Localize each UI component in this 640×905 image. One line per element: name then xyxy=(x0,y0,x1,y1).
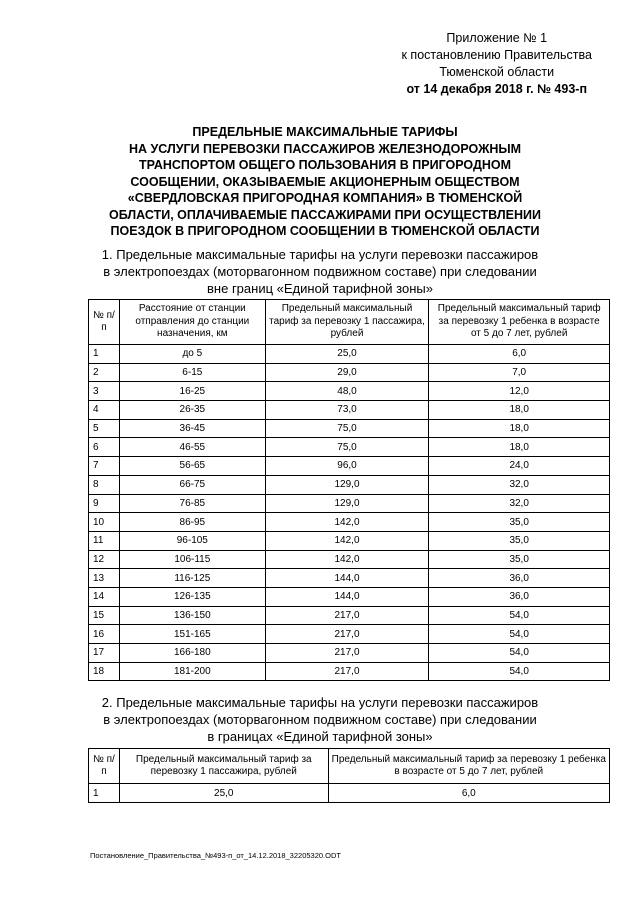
table-row xyxy=(89,345,610,364)
table-row xyxy=(89,457,610,476)
title-line: НА УСЛУГИ ПЕРЕВОЗКИ ПАССАЖИРОВ ЖЕЛЕЗНОДОРОЖНЫМ xyxy=(128,141,522,156)
table-row xyxy=(89,419,610,438)
section2-heading-line: в электропоездах (моторвагонном подвижном составе) при следовании xyxy=(103,712,537,727)
header-passenger-tariff: Предельный максимальный тариф за перевозку 1 пассажира, рублей xyxy=(119,749,328,784)
cell-passenger-tariff: 73,0 xyxy=(265,401,429,420)
cell-child-tariff: 6,0 xyxy=(328,784,609,803)
cell-child-tariff: 35,0 xyxy=(429,513,610,532)
cell-passenger-tariff: 25,0 xyxy=(265,345,429,364)
title-line: ПОЕЗДОК В ПРИГОРОДНОМ СООБЩЕНИИ В ТЮМЕНСКОЙ ОБЛАСТИ xyxy=(110,224,540,238)
section2-heading-line: 2. Предельные максимальные тарифы на услуги перевозки пассажиров xyxy=(101,695,539,710)
section1-heading-line: 1. Предельные максимальные тарифы на услуги перевозки пассажиров xyxy=(101,247,539,262)
appendix-region: Тюменской области xyxy=(439,65,555,79)
header-distance: Расстояние от станции отправления до станции назначения, км xyxy=(119,300,265,345)
cell-distance: 76-85 xyxy=(119,494,265,513)
table-row xyxy=(89,784,610,803)
cell-number: 6 xyxy=(89,438,120,457)
appendix-number: Приложение № 1 xyxy=(446,31,548,45)
header-passenger-tariff: Предельный максимальный тариф за перевозку 1 пассажира, рублей xyxy=(265,300,429,345)
cell-distance: 6-15 xyxy=(119,363,265,382)
cell-passenger-tariff: 142,0 xyxy=(265,531,429,550)
cell-number: 11 xyxy=(89,531,120,550)
cell-passenger-tariff: 29,0 xyxy=(265,363,429,382)
cell-child-tariff: 12,0 xyxy=(429,382,610,401)
table-header-row xyxy=(89,300,610,345)
title-line: ТРАНСПОРТОМ ОБЩЕГО ПОЛЬЗОВАНИЯ В ПРИГОРОДНОМ xyxy=(138,158,512,172)
table-row xyxy=(89,363,610,382)
cell-distance: 181-200 xyxy=(119,662,265,681)
cell-number: 9 xyxy=(89,494,120,513)
cell-child-tariff: 36,0 xyxy=(429,569,610,588)
cell-number: 10 xyxy=(89,513,120,532)
cell-number: 18 xyxy=(89,662,120,681)
cell-distance: 36-45 xyxy=(119,419,265,438)
title-line: ПРЕДЕЛЬНЫЕ МАКСИМАЛЬНЫЕ ТАРИФЫ xyxy=(192,125,458,139)
cell-number: 13 xyxy=(89,569,120,588)
cell-distance: 46-55 xyxy=(119,438,265,457)
cell-child-tariff: 35,0 xyxy=(429,531,610,550)
table-row xyxy=(89,587,610,606)
cell-number: 17 xyxy=(89,644,120,663)
cell-child-tariff: 6,0 xyxy=(429,345,610,364)
cell-child-tariff: 18,0 xyxy=(429,401,610,420)
title-line: ОБЛАСТИ, ОПЛАЧИВАЕМЫЕ ПАССАЖИРАМИ ПРИ ОСУЩЕСТВЛЕНИИ xyxy=(109,207,541,222)
table-row xyxy=(89,513,610,532)
cell-passenger-tariff: 217,0 xyxy=(265,625,429,644)
cell-number: 16 xyxy=(89,625,120,644)
cell-passenger-tariff: 129,0 xyxy=(265,494,429,513)
title-line: СООБЩЕНИИ, ОКАЗЫВАЕМЫЕ АКЦИОНЕРНЫМ ОБЩЕСТВОМ xyxy=(130,174,520,189)
cell-passenger-tariff: 48,0 xyxy=(265,382,429,401)
cell-number: 14 xyxy=(89,587,120,606)
cell-child-tariff: 54,0 xyxy=(429,625,610,644)
cell-number: 1 xyxy=(89,784,120,803)
table-row xyxy=(89,569,610,588)
table-row xyxy=(89,401,610,420)
table-row xyxy=(89,531,610,550)
appendix-block xyxy=(401,30,592,98)
table-row xyxy=(89,644,610,663)
cell-distance: 26-35 xyxy=(119,401,265,420)
cell-child-tariff: 36,0 xyxy=(429,587,610,606)
cell-passenger-tariff: 75,0 xyxy=(265,438,429,457)
table-row xyxy=(89,606,610,625)
cell-passenger-tariff: 217,0 xyxy=(265,606,429,625)
cell-number: 8 xyxy=(89,475,120,494)
table-row xyxy=(89,625,610,644)
cell-distance: 116-125 xyxy=(119,569,265,588)
cell-distance: 66-75 xyxy=(119,475,265,494)
cell-number: 2 xyxy=(89,363,120,382)
cell-child-tariff: 54,0 xyxy=(429,662,610,681)
cell-passenger-tariff: 142,0 xyxy=(265,550,429,569)
cell-distance: 126-135 xyxy=(119,587,265,606)
cell-number: 1 xyxy=(89,345,120,364)
header-child-tariff: Предельный максимальный тариф за перевозку 1 ребенка в возрасте от 5 до 7 лет, рублей xyxy=(328,749,609,784)
cell-child-tariff: 54,0 xyxy=(429,644,610,663)
table-row xyxy=(89,494,610,513)
cell-distance: 96-105 xyxy=(119,531,265,550)
section1-heading xyxy=(90,246,550,297)
cell-child-tariff: 54,0 xyxy=(429,606,610,625)
cell-number: 12 xyxy=(89,550,120,569)
document-title xyxy=(80,124,570,240)
title-line: «СВЕРДЛОВСКАЯ ПРИГОРОДНАЯ КОМПАНИЯ» В ТЮМЕНСКОЙ xyxy=(127,191,523,205)
header-number: № п/п xyxy=(89,300,120,345)
section1-heading-line: вне границ «Единой тарифной зоны» xyxy=(207,281,433,296)
tariff-table-inside-zone xyxy=(88,748,610,803)
cell-distance: 16-25 xyxy=(119,382,265,401)
table-row xyxy=(89,550,610,569)
cell-distance: 106-115 xyxy=(119,550,265,569)
cell-distance: 86-95 xyxy=(119,513,265,532)
cell-distance: 56-65 xyxy=(119,457,265,476)
table-row xyxy=(89,382,610,401)
cell-child-tariff: 18,0 xyxy=(429,438,610,457)
cell-distance: до 5 xyxy=(119,345,265,364)
cell-passenger-tariff: 129,0 xyxy=(265,475,429,494)
cell-passenger-tariff: 142,0 xyxy=(265,513,429,532)
tariff-table-outside-zone xyxy=(88,299,610,681)
cell-distance: 136-150 xyxy=(119,606,265,625)
appendix-reference: к постановлению Правительства xyxy=(401,48,592,62)
cell-number: 3 xyxy=(89,382,120,401)
cell-number: 15 xyxy=(89,606,120,625)
table-row xyxy=(89,662,610,681)
cell-number: 4 xyxy=(89,401,120,420)
cell-passenger-tariff: 217,0 xyxy=(265,644,429,663)
cell-child-tariff: 32,0 xyxy=(429,494,610,513)
cell-distance: 151-165 xyxy=(119,625,265,644)
cell-child-tariff: 24,0 xyxy=(429,457,610,476)
table-row xyxy=(89,438,610,457)
section1-heading-line: в электропоездах (моторвагонном подвижном составе) при следовании xyxy=(103,264,537,279)
cell-passenger-tariff: 96,0 xyxy=(265,457,429,476)
section2-heading xyxy=(90,694,550,745)
appendix-date: от 14 декабря 2018 г. № 493-п xyxy=(406,82,587,96)
cell-passenger-tariff: 144,0 xyxy=(265,569,429,588)
cell-child-tariff: 18,0 xyxy=(429,419,610,438)
header-number: № п/п xyxy=(89,749,120,784)
cell-child-tariff: 7,0 xyxy=(429,363,610,382)
cell-passenger-tariff: 75,0 xyxy=(265,419,429,438)
table-header-row xyxy=(89,749,610,784)
footer-filename: Постановление_Правительства_№493-п_от_14.12.2018_32205320.ODT xyxy=(90,851,341,860)
header-child-tariff: Предельный максимальный тариф за перевозку 1 ребенка в возрасте от 5 до 7 лет, рублей xyxy=(429,300,610,345)
cell-child-tariff: 35,0 xyxy=(429,550,610,569)
section2-heading-line: в границах «Единой тарифной зоны» xyxy=(207,729,433,744)
cell-distance: 166-180 xyxy=(119,644,265,663)
cell-number: 7 xyxy=(89,457,120,476)
cell-number: 5 xyxy=(89,419,120,438)
table-row xyxy=(89,475,610,494)
cell-child-tariff: 32,0 xyxy=(429,475,610,494)
cell-passenger-tariff: 217,0 xyxy=(265,662,429,681)
cell-passenger-tariff: 144,0 xyxy=(265,587,429,606)
cell-passenger-tariff: 25,0 xyxy=(119,784,328,803)
